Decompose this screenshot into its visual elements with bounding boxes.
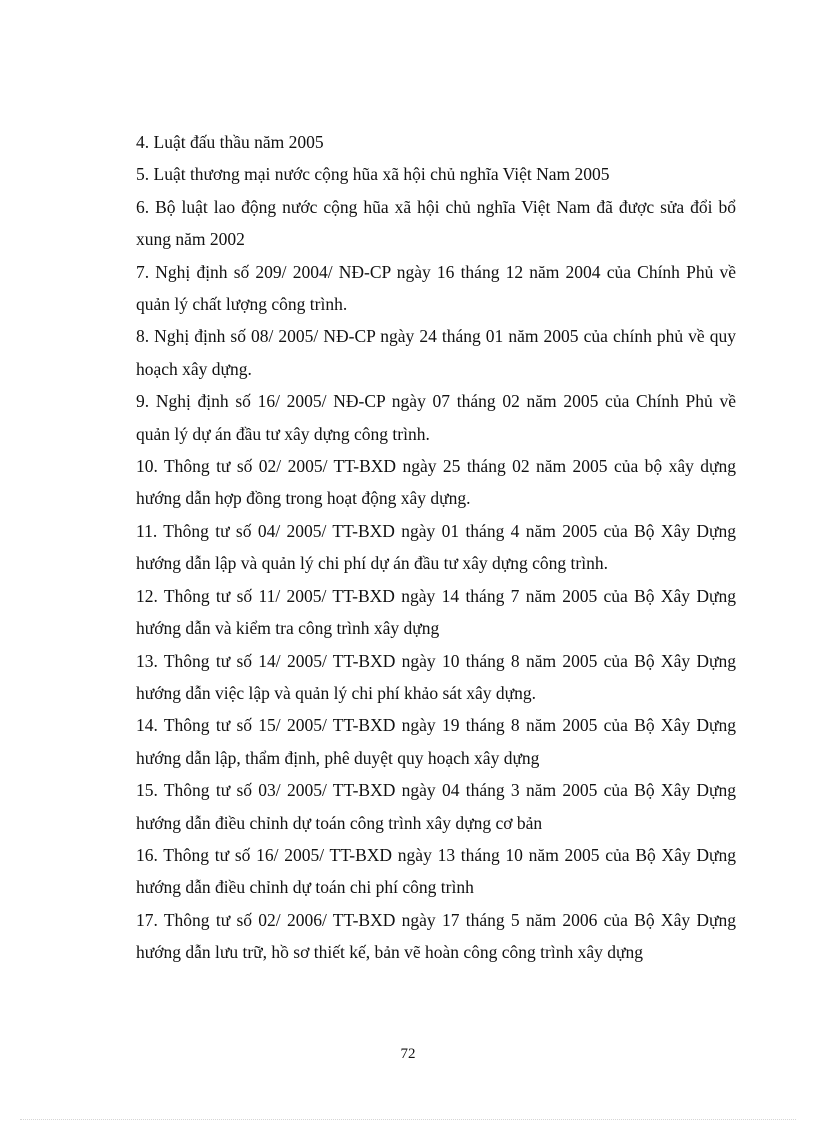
reference-item: 6. Bộ luật lao động nước cộng hũa xã hội chủ nghĩa Việt Nam đã được sửa đổi bổ xung năm 2002	[136, 196, 736, 250]
reference-list	[136, 126, 736, 969]
reference-item: 15. Thông tư số 03/ 2005/ TT-BXD ngày 04 tháng 3 năm 2005 của Bộ Xây Dựng hướng dẫn điều chỉnh dự toán công trình xây dựng cơ bản	[136, 780, 736, 833]
reference-item: 11. Thông tư số 04/ 2005/ TT-BXD ngày 01 tháng 4 năm 2005 của Bộ Xây Dựng hướng dẫn lập và quản lý chi phí dự án đầu tư xây dựng công trình.	[136, 520, 736, 574]
page-number: 72	[400, 1046, 416, 1062]
reference-item: 16. Thông tư số 16/ 2005/ TT-BXD ngày 13 tháng 10 năm 2005 của Bộ Xây Dựng hướng dẫn điều chỉnh dự toán chi phí công trình	[136, 844, 736, 898]
reference-item: 7. Nghị định số 209/ 2004/ NĐ-CP ngày 16 tháng 12 năm 2004 của Chính Phủ về quản lý chất lượng công trình.	[136, 261, 736, 315]
reference-item: 13. Thông tư số 14/ 2005/ TT-BXD ngày 10 tháng 8 năm 2005 của Bộ Xây Dựng hướng dẫn việc lập và quản lý chi phí khảo sát xây dựng.	[136, 650, 736, 703]
page-bottom-divider	[20, 1119, 796, 1120]
reference-item: 5. Luật thương mại nước cộng hũa xã hội chủ nghĩa Việt Nam 2005	[136, 164, 610, 185]
reference-item: 4. Luật đấu thầu năm 2005	[136, 132, 324, 152]
reference-item: 17. Thông tư số 02/ 2006/ TT-BXD ngày 17 tháng 5 năm 2006 của Bộ Xây Dựng hướng dẫn lưu trữ, hồ sơ thiết kế, bản vẽ hoàn công công trình xây dựng	[136, 909, 736, 963]
reference-item: 14. Thông tư số 15/ 2005/ TT-BXD ngày 19 tháng 8 năm 2005 của Bộ Xây Dựng hướng dẫn lập, thẩm định, phê duyệt quy hoạch xây dựng	[136, 715, 736, 768]
reference-item: 8. Nghị định số 08/ 2005/ NĐ-CP ngày 24 tháng 01 năm 2005 của chính phủ về quy hoạch xây dựng.	[136, 326, 736, 379]
reference-item: 12. Thông tư số 11/ 2005/ TT-BXD ngày 14 tháng 7 năm 2005 của Bộ Xây Dựng hướng dẫn và kiểm tra công trình xây dựng	[136, 585, 736, 639]
reference-item: 10. Thông tư số 02/ 2005/ TT-BXD ngày 25 tháng 02 năm 2005 của bộ xây dựng hướng dẫn hợp đồng trong hoạt động xây dựng.	[136, 456, 736, 509]
reference-item: 9. Nghị định số 16/ 2005/ NĐ-CP ngày 07 tháng 02 năm 2005 của Chính Phủ về quản lý dự án đầu tư xây dựng công trình.	[136, 391, 736, 444]
